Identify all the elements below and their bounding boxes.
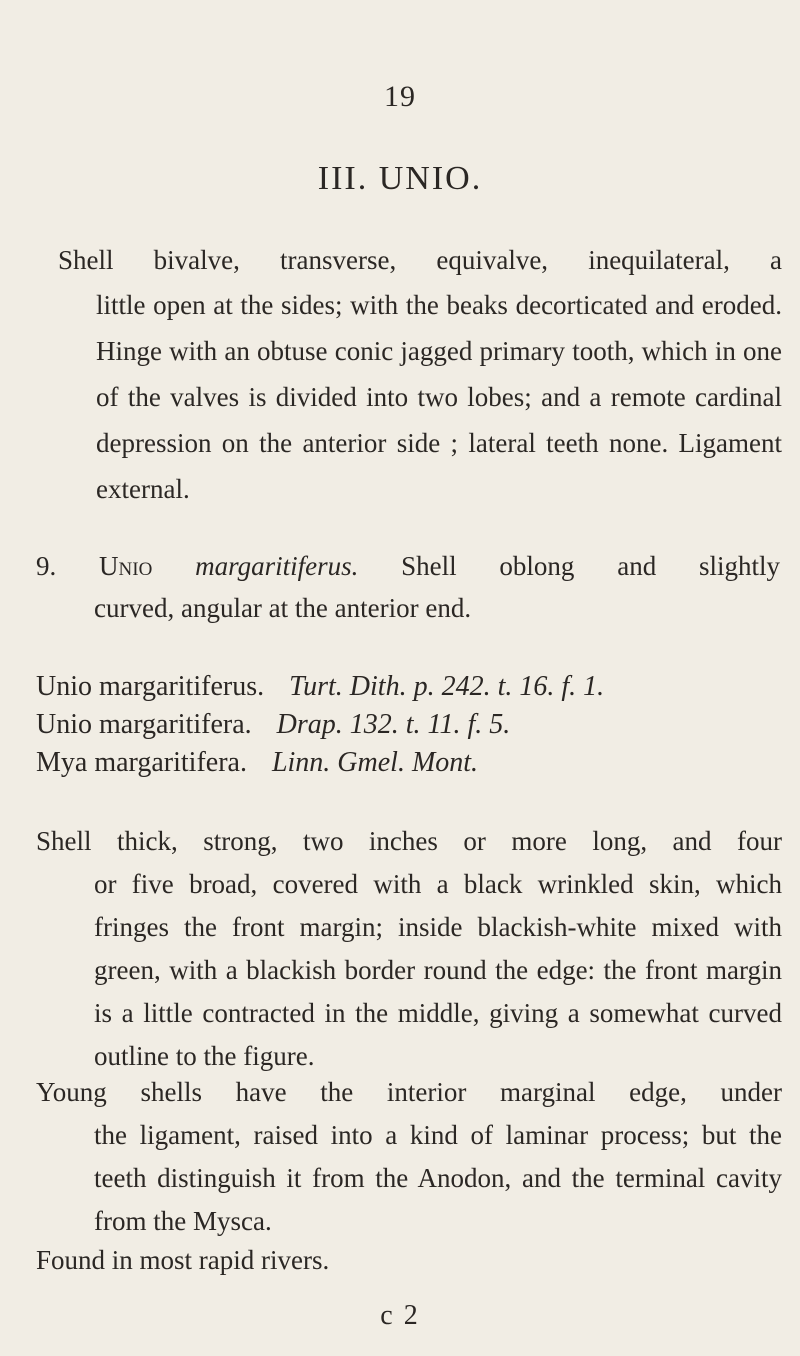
- synonym-line: [36, 706, 510, 744]
- species-diagnosis-rest: curved, angular at the anterior end.: [94, 593, 472, 623]
- synonym-name: Unio margaritiferus.: [36, 671, 265, 702]
- synonym-line: [36, 668, 604, 706]
- synonym-line: [36, 744, 478, 782]
- species-genus-name: Unio: [99, 551, 153, 581]
- description-first-line: Young shells have the interior marginal edge, under: [36, 1077, 782, 1107]
- genus-description-body: little open at the sides; with the beaks decorticated and eroded. Hinge with an obtuse conic jagged primary tooth, which in one of the valves is divided into two lobes; and a remote cardinal depression on the anterior side ; lateral teeth none. Ligament external.: [96, 290, 782, 504]
- description-body: or five broad, covered with a black wrinkled skin, which fringes the front margin; inside blackish-white mixed with green, with a blackish border round the edge: the front margin is a little contracted in the middle, giving a somewhat curved outline to the figure.: [94, 869, 782, 1071]
- synonym-name: Unio margaritifera.: [36, 709, 252, 740]
- description-paragraph: [36, 1239, 782, 1281]
- description-paragraph: [36, 1071, 782, 1243]
- synonym-name: Mya margaritifera.: [36, 747, 247, 778]
- description-body: the ligament, raised into a kind of laminar process; but the teeth distinguish it from the Anodon, and the terminal cavity from the Mysca.: [94, 1120, 782, 1236]
- species-epithet: margaritiferus.: [195, 551, 359, 581]
- genus-description-first-line: Shell bivalve, transverse, equivalve, inequilateral, a: [58, 245, 782, 275]
- description-paragraph: [36, 820, 782, 1078]
- description-first-line: Shell thick, strong, two inches or more long, and four: [36, 826, 782, 856]
- synonym-reference: Linn. Gmel. Mont.: [271, 747, 479, 778]
- signature-mark: c 2: [380, 1300, 420, 1331]
- species-entry: [36, 545, 780, 629]
- species-number: 9.: [36, 551, 57, 581]
- section-heading: III. UNIO.: [317, 160, 483, 197]
- synonym-reference: Drap. 132. t. 11. f. 5.: [276, 709, 511, 740]
- description-first-line: Found in most rapid rivers.: [36, 1245, 330, 1275]
- page-number: 19: [384, 80, 416, 113]
- species-diagnosis-start: Shell oblong and slightly: [401, 551, 780, 581]
- synonym-reference: Turt. Dith. p. 242. t. 16. f. 1.: [289, 671, 605, 702]
- genus-description: [58, 238, 782, 512]
